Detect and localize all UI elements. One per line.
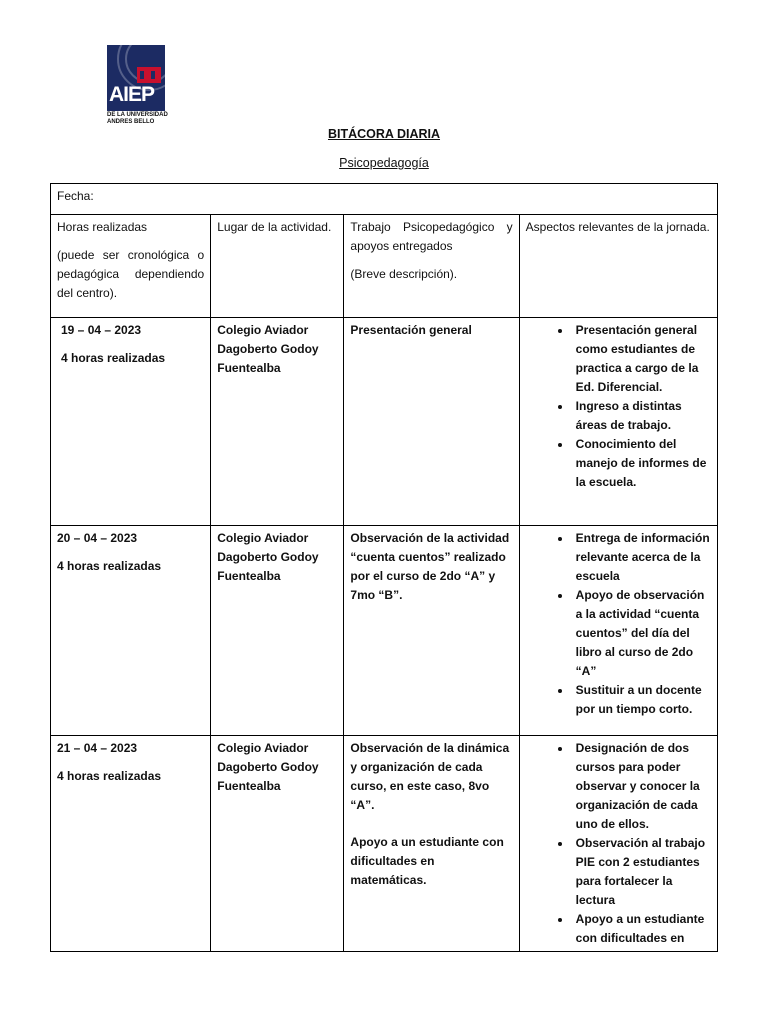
list-item: • Apoyo a un estudiante con dificultades en bbox=[572, 910, 711, 948]
list-item: • Presentación general como estudiantes de practica a cargo de la Ed. Diferencial. bbox=[572, 321, 711, 397]
header-horas-label: Horas realizadas bbox=[57, 220, 148, 234]
row-hours: 4 horas realizadas bbox=[57, 769, 162, 783]
row-place: Colegio Aviador Dagoberto Godoy Fuentealba bbox=[217, 741, 319, 793]
list-item: • Sustituir a un docente por un tiempo corto. bbox=[572, 681, 711, 719]
row-date: 20 – 04 – 2023 bbox=[57, 531, 138, 545]
row-work: Observación de la actividad “cuenta cuentos” realizado por el curso de 2do “A” y 7mo “B”. bbox=[350, 531, 510, 602]
logo-brand: AIEP bbox=[109, 83, 155, 106]
aiep-logo bbox=[107, 45, 168, 125]
fecha-cell bbox=[51, 184, 718, 215]
row-date: 21 – 04 – 2023 bbox=[57, 741, 138, 755]
logo-mark bbox=[107, 45, 165, 111]
place-cell bbox=[211, 526, 344, 736]
aspects-cell bbox=[519, 318, 717, 526]
list-item: • Entrega de información relevante acerca de la escuela bbox=[572, 529, 711, 586]
header-trabajo bbox=[344, 215, 519, 318]
log-table bbox=[50, 183, 718, 952]
row-place: Colegio Aviador Dagoberto Godoy Fuentealba bbox=[217, 531, 319, 583]
work-cell bbox=[344, 736, 519, 952]
row-hours: 4 horas realizadas bbox=[61, 351, 166, 365]
header-aspectos bbox=[519, 215, 717, 318]
row-work-2: Apoyo a un estudiante con dificultades en matemáticas. bbox=[350, 835, 504, 887]
aspects-cell bbox=[519, 526, 717, 736]
header-trabajo-label: Trabajo Psicopedagógico y apoyos entregados bbox=[350, 220, 513, 253]
date-cell bbox=[51, 526, 211, 736]
table-row-fecha bbox=[51, 184, 718, 215]
logo-sub-1: DE LA UNIVERSIDAD bbox=[107, 112, 168, 118]
list-item: • Designación de dos cursos para poder observar y conocer la organización de cada uno de ellos. bbox=[572, 739, 711, 834]
header-aspectos-label: Aspectos relevantes de la jornada. bbox=[525, 220, 710, 234]
place-cell bbox=[211, 736, 344, 952]
table-row bbox=[51, 736, 718, 952]
row-place: Colegio Aviador Dagoberto Godoy Fuentealba bbox=[217, 323, 319, 375]
table-row bbox=[51, 318, 718, 526]
place-cell bbox=[211, 318, 344, 526]
document-title: BITÁCORA DIARIA bbox=[327, 127, 441, 141]
date-cell bbox=[51, 736, 211, 952]
list-item: • Conocimiento del manejo de informes de la escuela. bbox=[572, 435, 711, 492]
aspects-cell bbox=[519, 736, 717, 952]
header-horas-note: (puede ser cronológica o pedagógica dependiendo del centro). bbox=[57, 248, 205, 300]
aspects-list bbox=[526, 321, 711, 492]
list-item: • Ingreso a distintas áreas de trabajo. bbox=[572, 397, 711, 435]
aspects-list bbox=[526, 739, 711, 948]
row-hours: 4 horas realizadas bbox=[57, 559, 162, 573]
header-lugar bbox=[211, 215, 344, 318]
header-lugar-label: Lugar de la actividad. bbox=[217, 220, 332, 234]
work-cell bbox=[344, 318, 519, 526]
list-item: • Observación al trabajo PIE con 2 estudiantes para fortalecer la lectura bbox=[572, 834, 711, 910]
row-work: Presentación general bbox=[350, 323, 472, 337]
document-subtitle: Psicopedagogía bbox=[339, 156, 429, 170]
table-header-row bbox=[51, 215, 718, 318]
header-trabajo-note: (Breve descripción). bbox=[350, 267, 458, 281]
list-item: • Apoyo de observación a la actividad “cuenta cuentos” del día del libro al curso de 2do “A” bbox=[572, 586, 711, 681]
row-work: Observación de la dinámica y organización de cada curso, en este caso, 8vo “A”. bbox=[350, 741, 510, 812]
aspects-list bbox=[526, 529, 711, 719]
row-date: 19 – 04 – 2023 bbox=[61, 323, 142, 337]
header-horas bbox=[51, 215, 211, 318]
castle-icon bbox=[137, 67, 161, 83]
fecha-label: Fecha: bbox=[57, 189, 94, 203]
logo-sub-2: ANDRES BELLO bbox=[107, 119, 155, 125]
table-row bbox=[51, 526, 718, 736]
work-cell bbox=[344, 526, 519, 736]
date-cell bbox=[51, 318, 211, 526]
